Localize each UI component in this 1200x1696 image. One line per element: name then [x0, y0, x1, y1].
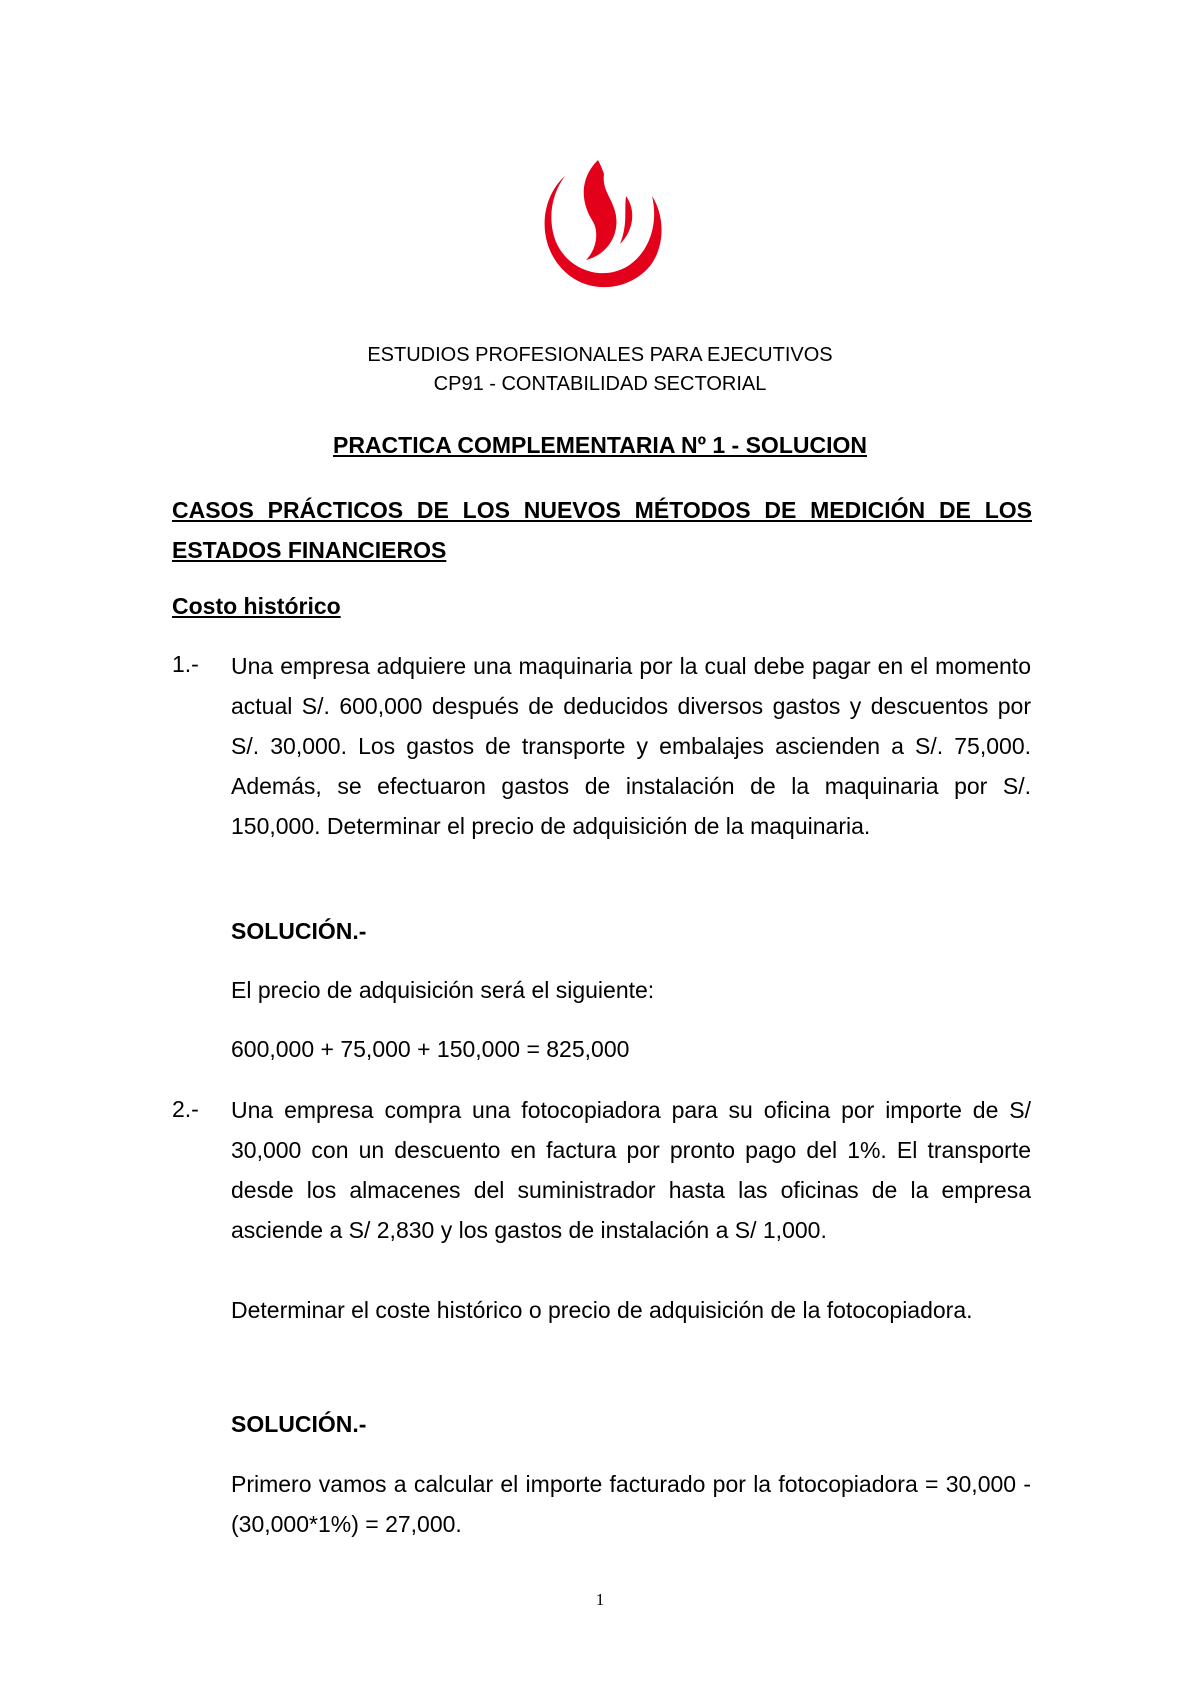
case-1-solution-text: El precio de adquisición será el siguiente:	[231, 977, 655, 1003]
section-title: CASOS PRÁCTICOS DE LOS NUEVOS MÉTODOS DE MEDICIÓN DE LOS ESTADOS FINANCIEROS	[172, 497, 1032, 563]
subsection-title: Costo histórico	[172, 593, 341, 619]
case-1-number: 1.-	[172, 651, 199, 677]
case-1-solution-label: SOLUCIÓN.-	[231, 918, 367, 944]
case-2-solution-text: Primero vamos a calcular el importe facturado por la fotocopiadora = 30,000 - (30,000*1%) = 27,000.	[231, 1471, 1031, 1537]
case-1-formula: 600,000 + 75,000 + 150,000 = 825,000	[231, 1036, 630, 1062]
case-2-solution-label: SOLUCIÓN.-	[231, 1411, 367, 1437]
case-2-number: 2.-	[172, 1096, 199, 1122]
program-name: ESTUDIOS PROFESIONALES PARA EJECUTIVOS	[367, 344, 833, 366]
course-name: CP91 - CONTABILIDAD SECTORIAL	[433, 373, 767, 395]
document-title: PRACTICA COMPLEMENTARIA Nº 1 - SOLUCION	[333, 432, 867, 458]
page-number: 1	[595, 1590, 605, 1609]
case-2-text: Una empresa compra una fotocopiadora para su oficina por importe de S/ 30,000 con un descuento en factura por pronto pago del 1%. El transporte desde los almacenes del suministrador hasta las oficinas de la empresa asciende a S/ 2,830 y los gastos de instalación a S/ 1,000.	[231, 1097, 1031, 1243]
case-2-question: Determinar el coste histórico o precio de adquisición de la fotocopiadora.	[231, 1297, 973, 1323]
case-1-text: Una empresa adquiere una maquinaria por la cual debe pagar en el momento actual S/. 600,000 después de deducidos diversos gastos y descuentos por S/. 30,000. Los gastos de transporte y embalajes ascienden a S/. 75,000. Además, se efectuaron gastos de instalación de la maquinaria por S/. 150,000. Determinar el precio de adquisición de la maquinaria.	[231, 653, 1031, 839]
university-flame-logo	[530, 158, 670, 293]
